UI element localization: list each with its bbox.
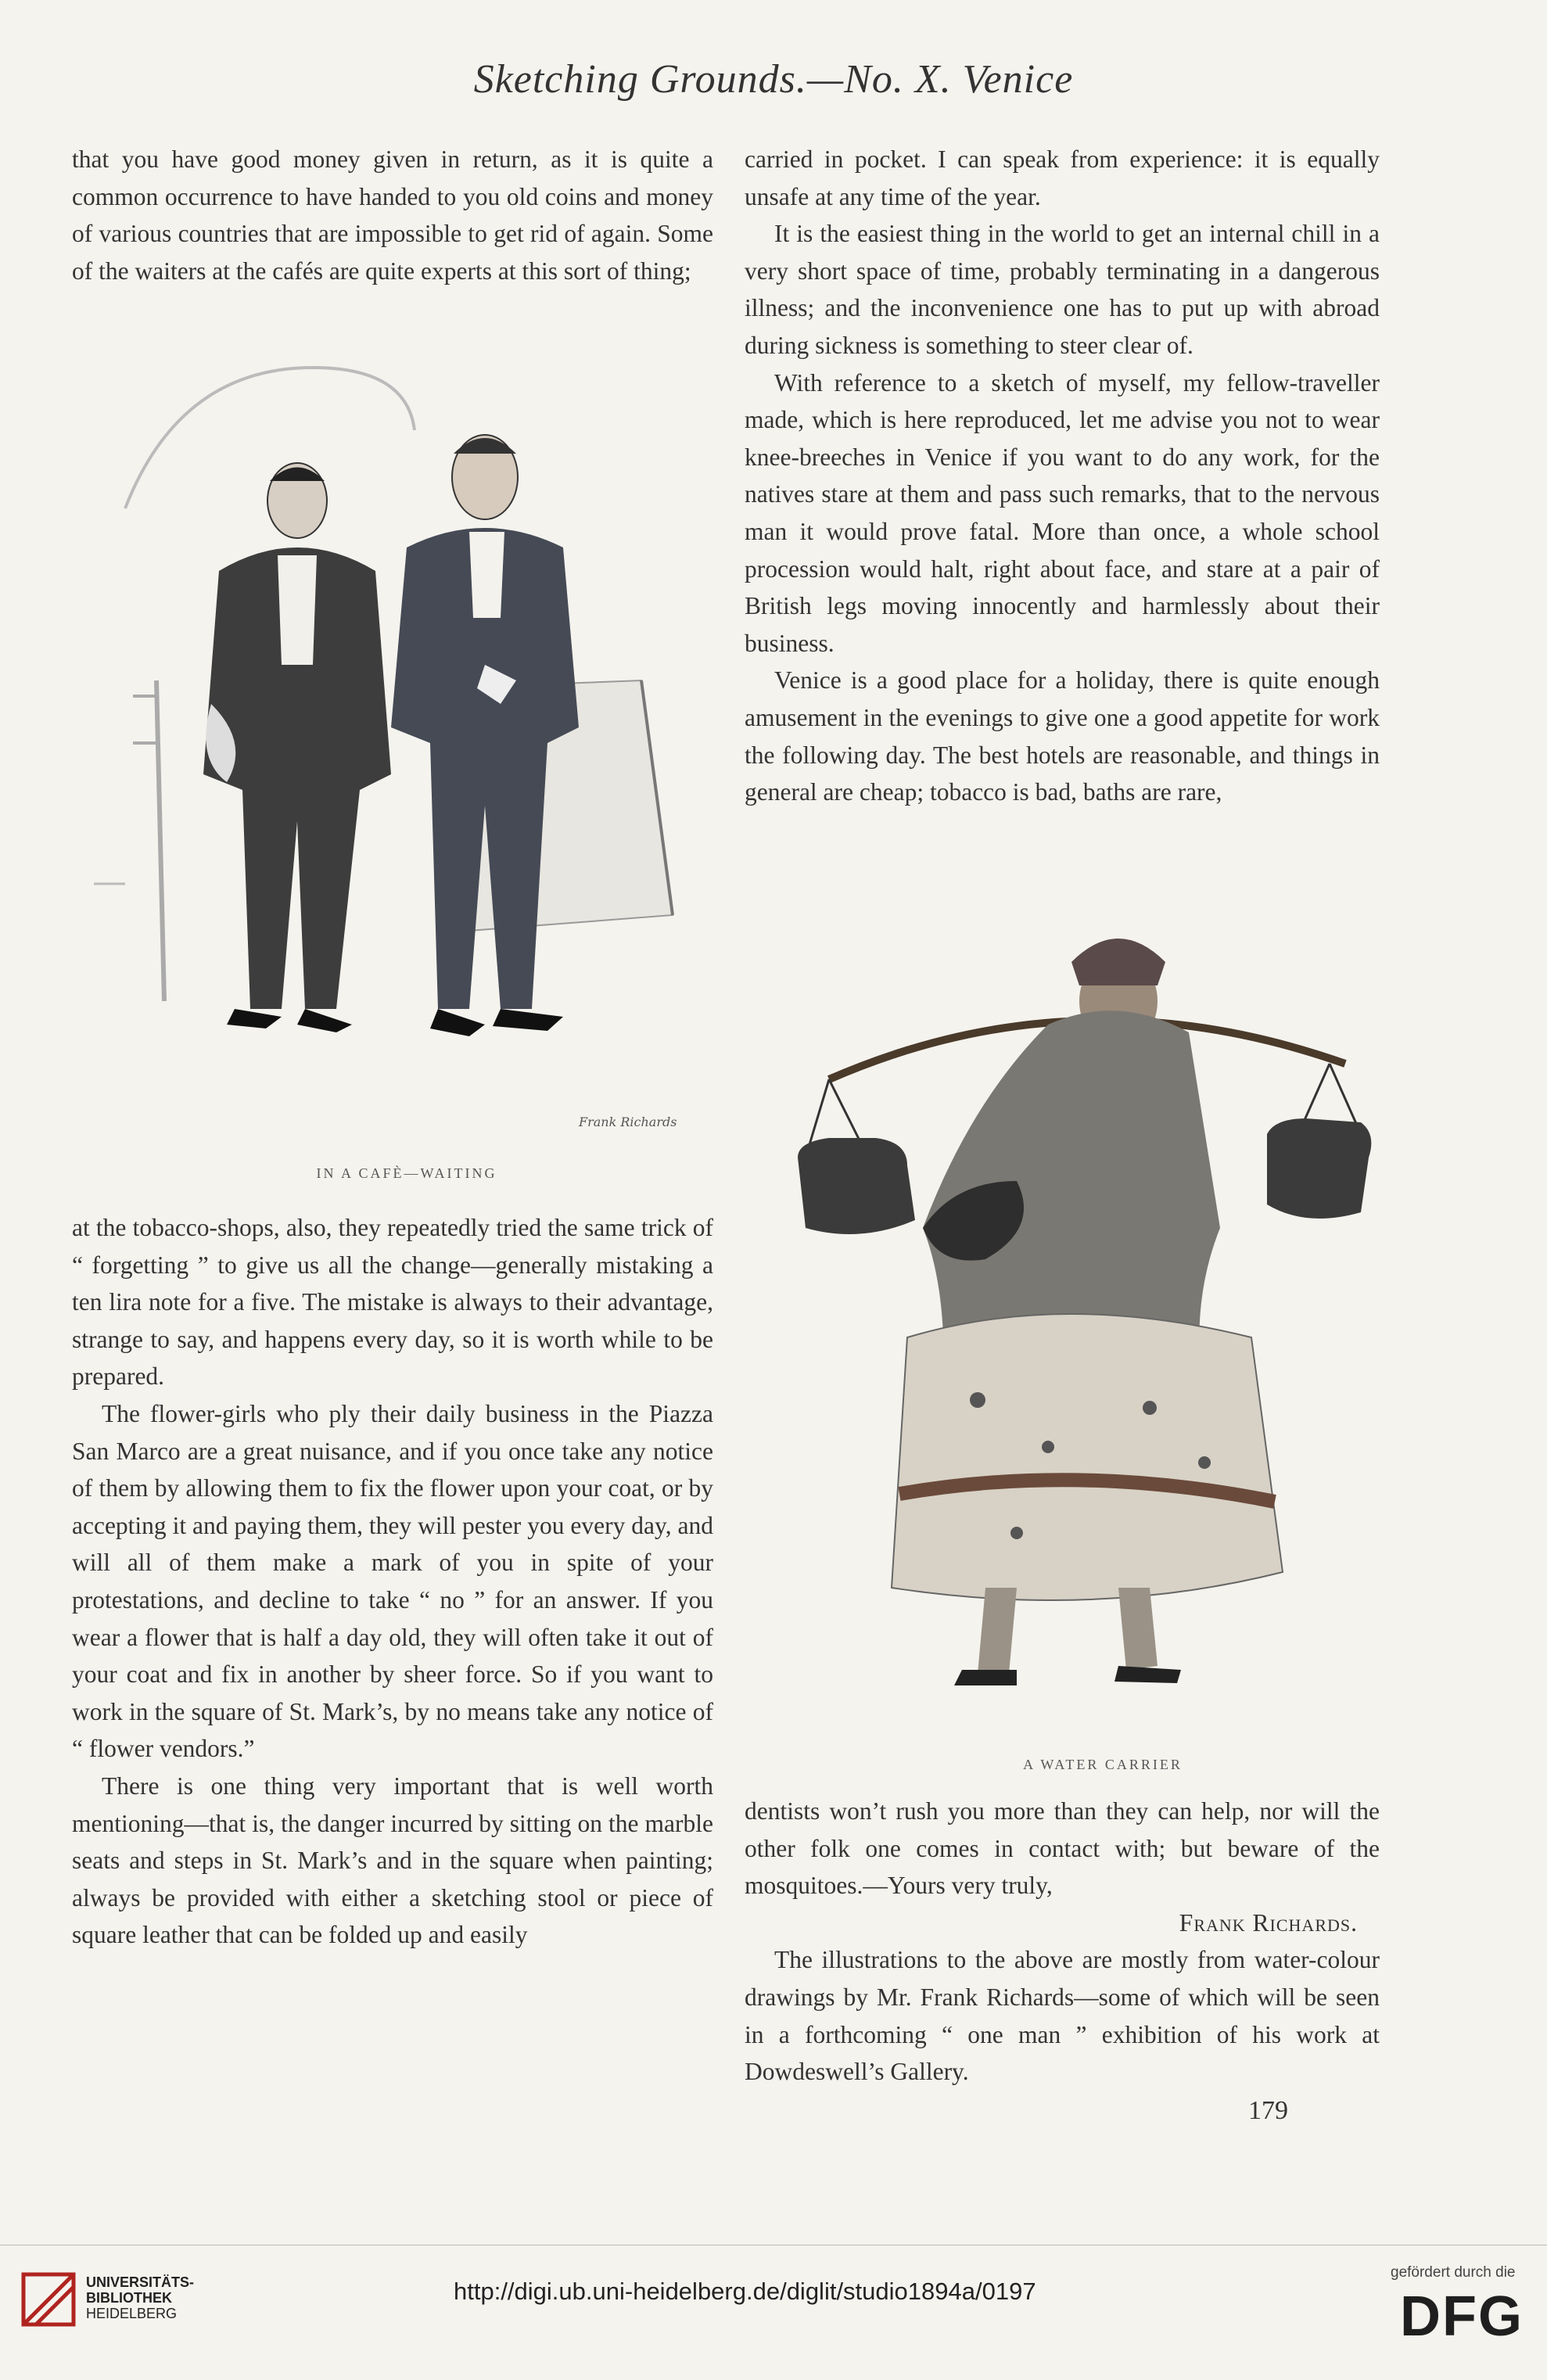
library-logo-icon — [19, 2270, 78, 2333]
left-column-top — [72, 141, 713, 289]
right-column-top — [745, 141, 1380, 811]
library-name — [86, 2274, 194, 2321]
paragraph: With reference to a sketch of myself, my fellow-traveller made, which is here reproduced, let me advise you not to wear knee-breeches in Venice if you want to do any work, for the natives stare at them and pass such remarks, that to the nervous man it would prove fatal. More than once, a whole school procession would halt, right about face, and stare at a pair of British legs moving innocently and harmlessly about their business. — [745, 368, 1380, 657]
paragraph: dentists won’t rush you more than they can help, nor will the other folk one comes in contact with; but beware of the mosquitoes.—Yours very truly, — [745, 1797, 1380, 1900]
waiters-drawing — [78, 336, 704, 1134]
left-column-bottom — [72, 1209, 713, 1954]
funding-label: gefördert durch die — [1391, 2264, 1516, 2281]
library-line-2: BIBLIOTHEK — [86, 2290, 172, 2306]
paragraph: carried in pocket. I can speak from experience: it is equally unsafe at any time of the year. — [745, 145, 1380, 210]
page-number: 179 — [1248, 2096, 1288, 2125]
figure-caption-water-carrier: A WATER CARRIER — [1023, 1757, 1183, 1772]
paragraph: The flower-girls who ply their daily business in the Piazza San Marco are a great nuisance, and if you once take any notice of them by allowing them to fix the flower upon your coat, or by accepting it and paying them, they will pester you every day, and will all of them make a mark of you in spite of your protestations, and decline to take “ no ” for an answer. If you wear a flower that is half a day old, they will often take it out of your coat and fix in another by sheer force. So if you want to work in the square of St. Mark’s, by no means take any notice of “ flower vendors.” — [72, 1399, 713, 1763]
dfg-logo: DFG — [1400, 2285, 1524, 2348]
paragraph: at the tobacco-shops, also, they repeatedly tried the same trick of “ forgetting ” to give us all the change—generally mistaking a ten lira note for a five. The mistake is always to their advantage, strange to say, and happens every day, so it is worth while to be prepared. — [72, 1214, 713, 1391]
source-url-link[interactable]: http://digi.ub.uni-heidelberg.de/diglit/studio1894a/0197 — [454, 2278, 1036, 2305]
library-line-1: UNIVERSITÄTS- — [86, 2274, 195, 2290]
right-column-bottom — [745, 1793, 1380, 2091]
paragraph: that you have good money given in return, as it is quite a common occurrence to have handed to you old coins and money of various countries that are impossible to get rid of again. Some of the waiters at the cafés are quite experts at this sort of thing; — [72, 145, 713, 285]
illustration-water-carrier — [782, 899, 1377, 1713]
library-line-3: HEIDELBERG — [86, 2306, 178, 2321]
paragraph: Venice is a good place for a holiday, there is quite enough amusement in the evenings to give one a good appetite for work the following day. The best hotels are reasonable, and things in general are cheap; tobacco is bad, baths are rare, — [745, 666, 1380, 806]
author-signature: Frank Richards. — [1179, 1908, 1358, 1937]
library-emblem-icon — [19, 2270, 78, 2329]
page-header: Sketching Grounds.—No. X. Venice — [473, 57, 1074, 102]
illustration-cafe-waiting — [78, 336, 704, 1134]
figure-caption-cafe: IN A CAFÈ—WAITING — [316, 1165, 497, 1181]
paragraph: It is the easiest thing in the world to get an internal chill in a very short space of time, probably terminating in a dangerous illness; and the inconvenience one has to put up with abroad during sickness is something to steer clear of. — [745, 220, 1380, 359]
paragraph: The illustrations to the above are mostly from water-colour drawings by Mr. Frank Richards—some of which will be seen in a forthcoming “ one man ” exhibition of his work at Dowdeswell’s Gallery. — [745, 1946, 1380, 2086]
artist-signature: Frank Richards — [579, 1115, 677, 1129]
water-carrier-drawing — [782, 899, 1377, 1713]
paragraph: There is one thing very important that is well worth mentioning—that is, the danger incurred by sitting on the marble seats and steps in St. Mark’s and in the square when painting; always be provided with either a sketching stool or piece of square leather that can be folded up and easily — [72, 1772, 713, 1949]
